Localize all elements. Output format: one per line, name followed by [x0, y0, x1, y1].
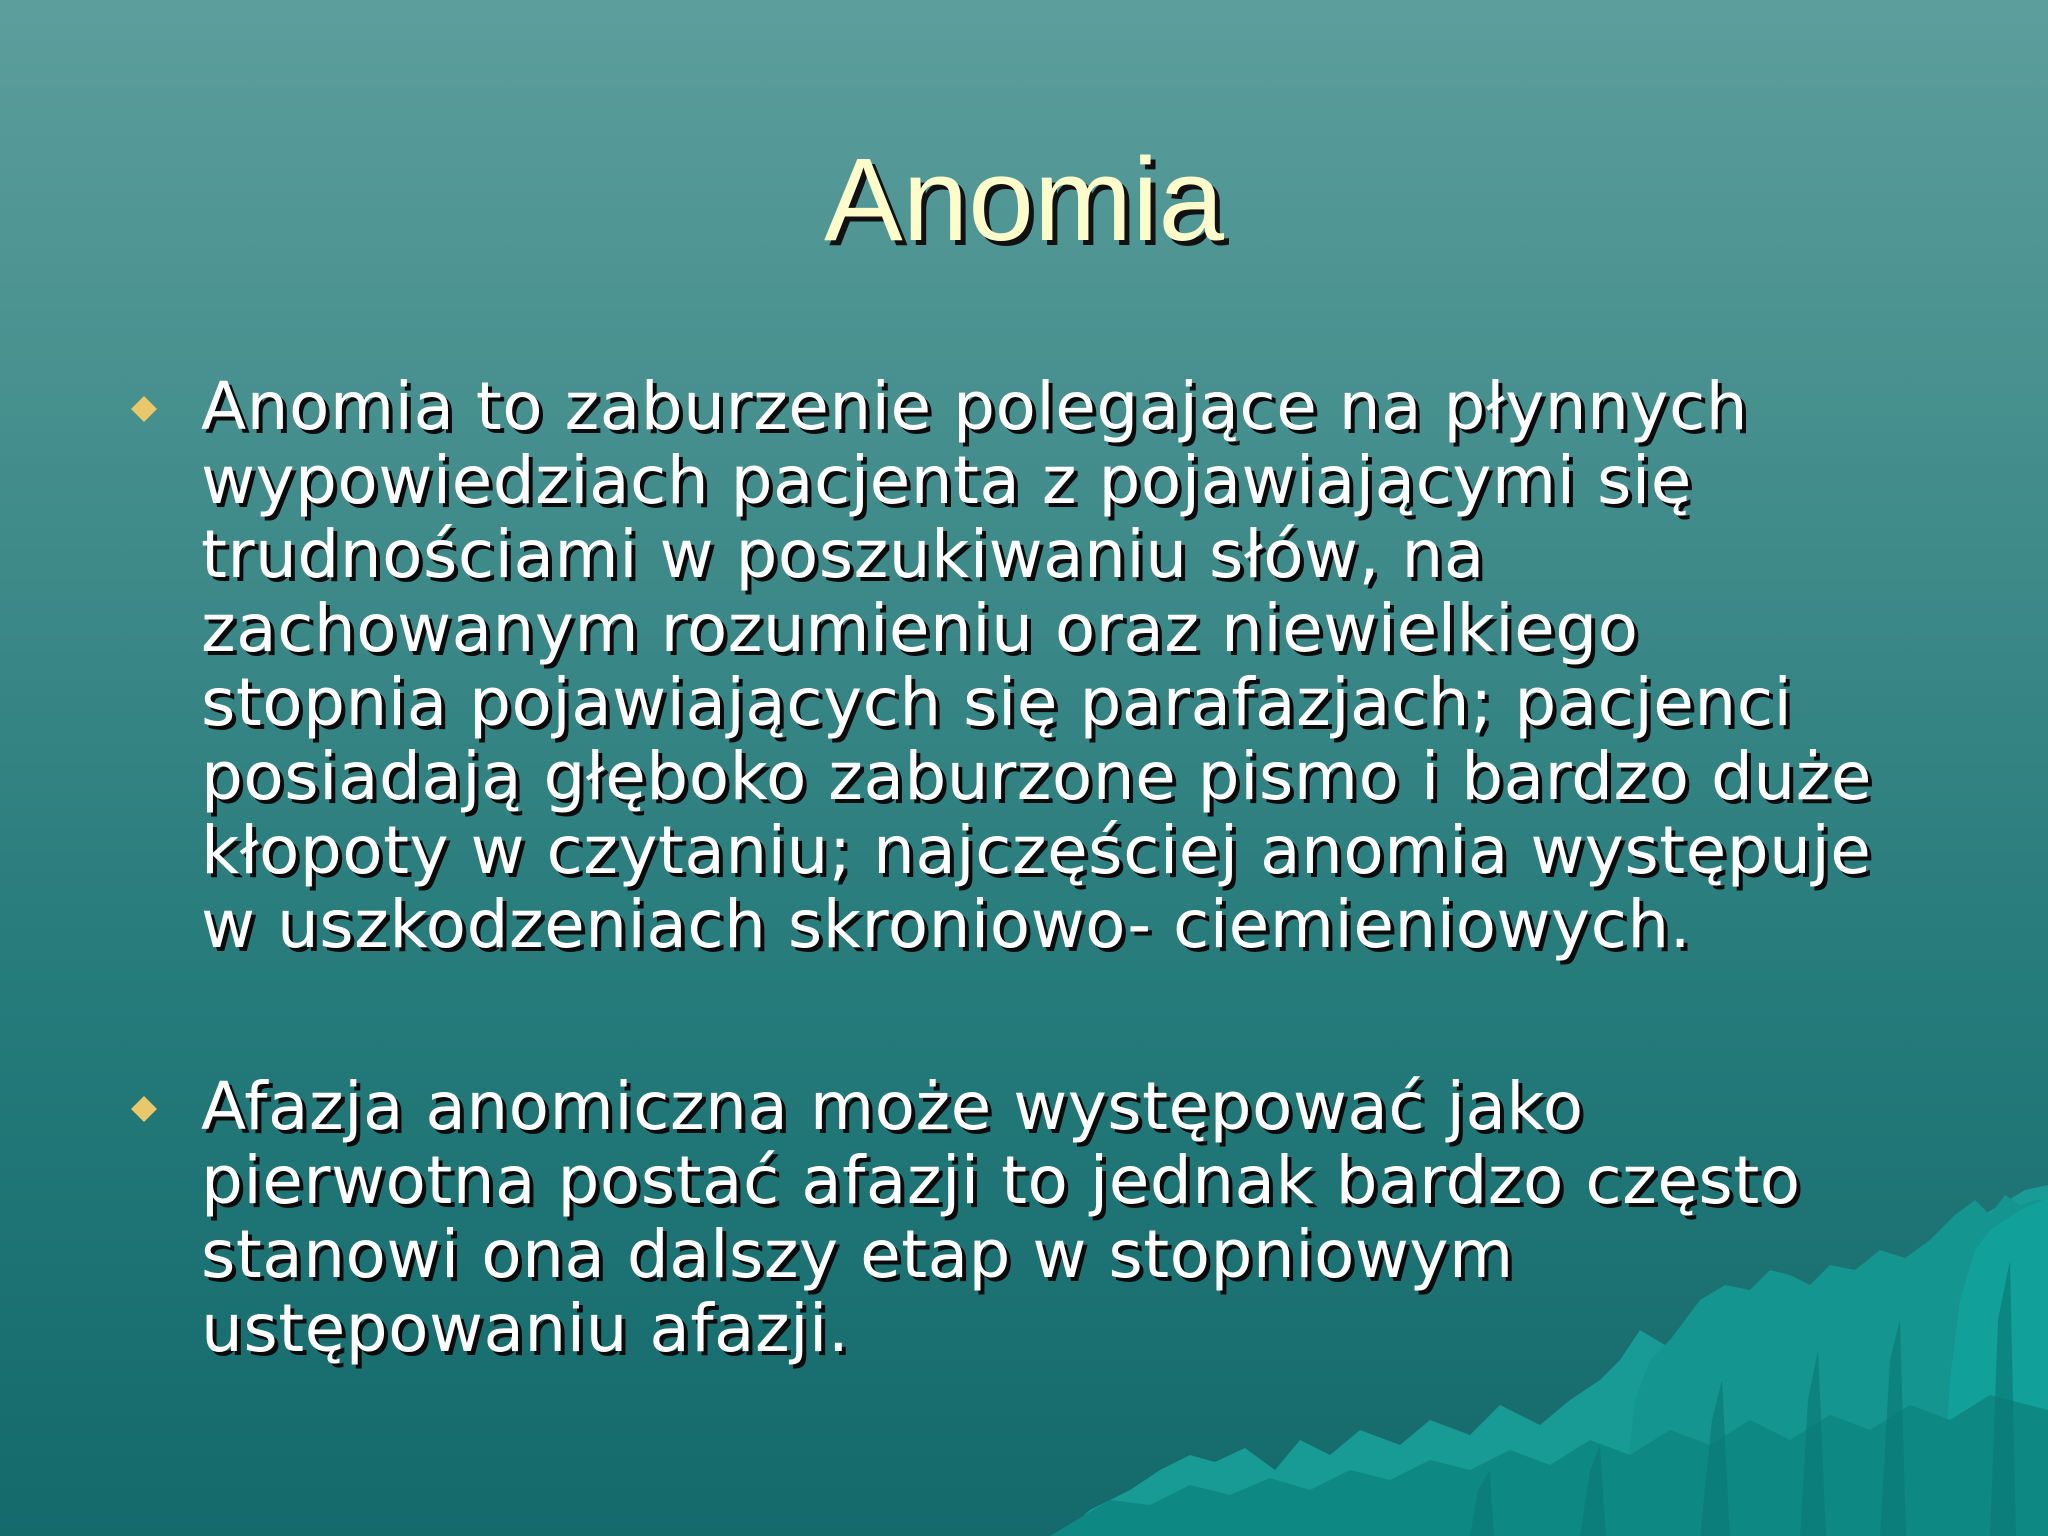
bullet-2-line-2: pierwotna postać afazji to jednak bardzo często	[201, 1142, 1801, 1219]
bullet-2-line-1: Afazja anomiczna może występować jako	[201, 1068, 1584, 1145]
diamond-bullet-icon	[130, 395, 158, 423]
bullet-list	[125, 370, 1955, 1366]
bullet-1-line-3: trudnościami w poszukiwaniu słów, na	[201, 516, 1485, 593]
bullet-1-line-5: stopnia pojawiających się parafazjach; pacjenci	[201, 664, 1793, 741]
diamond-bullet-icon	[130, 1095, 158, 1123]
bullet-item-1	[125, 370, 1955, 962]
slide-title: Anomia	[823, 134, 1225, 266]
bullet-2-line-4: ustępowaniu afazji.	[201, 1290, 850, 1367]
bullet-2-line-3: stanowi ona dalszy etap w stopniowym	[201, 1216, 1514, 1293]
bullet-1-line-2: wypowiedziach pacjenta z pojawiającymi się	[201, 442, 1692, 519]
bullet-1-line-1: Anomia to zaburzenie polegające na płynnych	[201, 368, 1749, 445]
bullet-1-line-7: kłopoty w czytaniu; najczęściej anomia występuje	[201, 812, 1872, 889]
bullet-1-line-8: w uszkodzeniach skroniowo- ciemieniowych.	[201, 886, 1692, 963]
bullet-1-line-6: posiadają głęboko zaburzone pismo i bardzo duże	[201, 738, 1872, 815]
bullet-item-2	[125, 1070, 1955, 1366]
bullet-1-line-4: zachowanym rozumieniu oraz niewielkiego	[201, 590, 1639, 667]
